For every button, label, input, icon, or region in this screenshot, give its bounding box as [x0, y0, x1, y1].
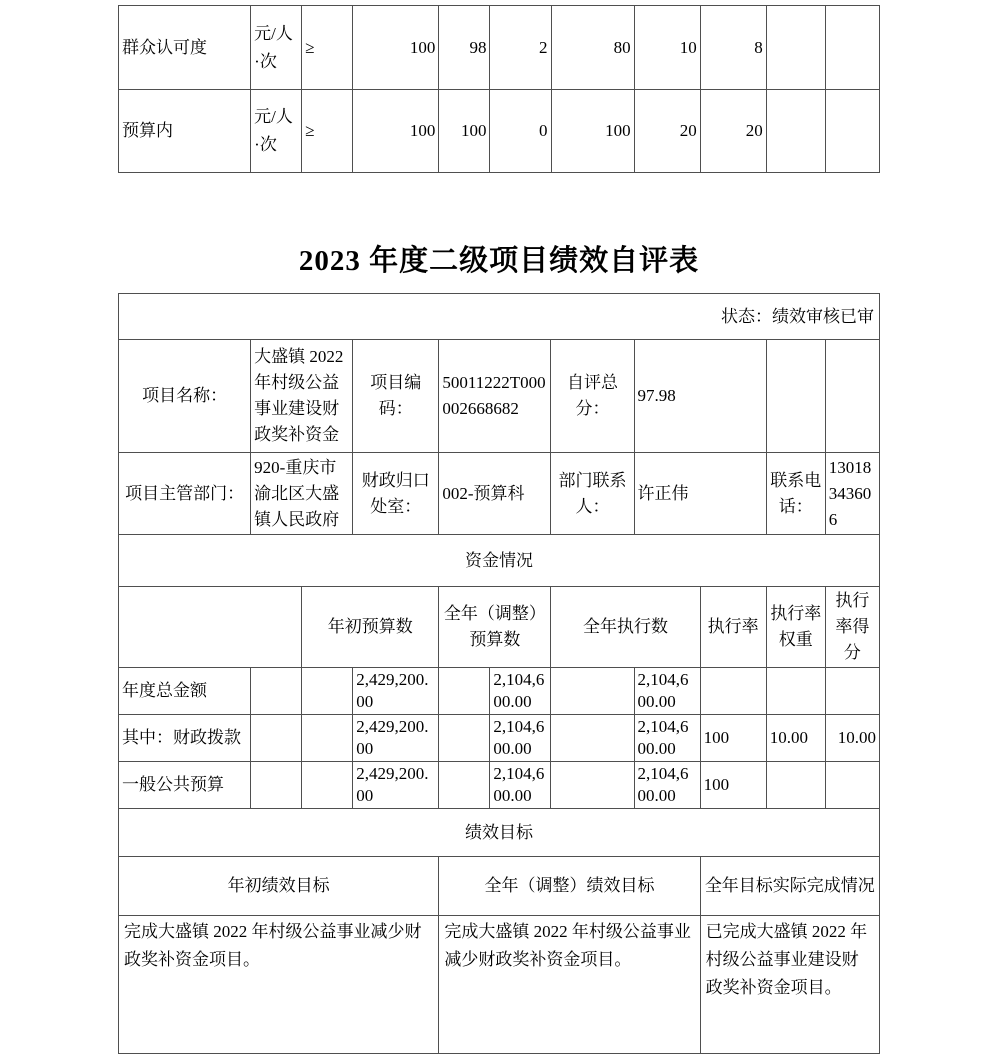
goals-section-title-cell: 绩效目标	[119, 809, 880, 857]
goals-header-row	[119, 857, 880, 916]
empty-cell	[766, 90, 825, 173]
status-badge: 状态：绩效审核已审	[119, 294, 880, 340]
funds-header-execution-rate: 执行率	[700, 587, 766, 668]
goals-header-adjusted: 全年（调整）绩效目标	[439, 857, 700, 916]
indicator-row	[119, 6, 880, 90]
project-name-row	[119, 340, 880, 453]
empty-cell	[119, 587, 302, 668]
execution-rate-cell	[700, 668, 766, 715]
executed-cell: 2,104,600.00	[634, 668, 700, 715]
self-evaluation-table	[118, 293, 880, 1054]
value-cell: 20	[700, 90, 766, 173]
empty-cell	[251, 668, 302, 715]
adjusted-budget-cell: 2,104,600.00	[490, 715, 551, 762]
empty-cell	[302, 668, 353, 715]
funds-header-initial-budget: 年初预算数	[302, 587, 439, 668]
funds-header-rate-score: 执行率得分	[825, 587, 879, 668]
empty-cell	[302, 715, 353, 762]
indicator-row	[119, 90, 880, 173]
goals-content-row	[119, 916, 880, 1054]
empty-cell	[302, 762, 353, 809]
funds-header-adjusted-budget: 全年（调整）预算数	[439, 587, 551, 668]
funds-section-title-cell: 资金情况	[119, 535, 880, 587]
value-cell: 8	[700, 6, 766, 90]
indicator-name-cell: 群众认可度	[119, 6, 251, 90]
rate-weight-cell	[766, 762, 825, 809]
funds-row-public-budget	[119, 762, 880, 809]
value-cell: 100	[439, 90, 490, 173]
initial-budget-cell: 2,429,200.00	[353, 668, 439, 715]
self-score-label-cell: 自评总分：	[551, 340, 634, 453]
indicator-name-cell: 预算内	[119, 90, 251, 173]
funds-section-row	[119, 535, 880, 587]
goals-header-initial: 年初绩效目标	[119, 857, 439, 916]
goals-section-row	[119, 809, 880, 857]
project-name-label-cell: 项目名称：	[119, 340, 251, 453]
adjusted-goal-cell: 完成大盛镇 2022 年村级公益事业减少财政奖补资金项目。	[439, 916, 700, 1054]
executed-cell: 2,104,600.00	[634, 715, 700, 762]
comparison-operator-cell: ≥	[302, 6, 353, 90]
value-cell: 98	[439, 6, 490, 90]
value-cell: 100	[551, 90, 634, 173]
value-cell: 10	[634, 6, 700, 90]
empty-cell	[825, 6, 879, 90]
phone-label-cell: 联系电话：	[766, 453, 825, 535]
initial-budget-cell: 2,429,200.00	[353, 762, 439, 809]
empty-cell	[766, 340, 825, 453]
empty-cell	[551, 668, 634, 715]
contact-label-cell: 部门联系人：	[551, 453, 634, 535]
adjusted-budget-cell: 2,104,600.00	[490, 668, 551, 715]
rate-score-cell	[825, 762, 879, 809]
project-name-cell: 大盛镇 2022 年村级公益事业建设财政奖补资金	[251, 340, 353, 453]
finance-office-label-cell: 财政归口处室：	[353, 453, 439, 535]
goals-header-actual: 全年目标实际完成情况	[700, 857, 879, 916]
empty-cell	[551, 715, 634, 762]
funds-row-label-cell: 年度总金额	[119, 668, 251, 715]
department-row	[119, 453, 880, 535]
initial-budget-cell: 2,429,200.00	[353, 715, 439, 762]
funds-header-row	[119, 587, 880, 668]
empty-cell	[251, 762, 302, 809]
value-cell: 100	[353, 6, 439, 90]
project-code-label-cell: 项目编码：	[353, 340, 439, 453]
execution-rate-cell: 100	[700, 715, 766, 762]
rate-score-cell	[825, 668, 879, 715]
page-title: 2023 年度二级项目绩效自评表	[298, 245, 700, 277]
funds-header-rate-weight: 执行率权重	[766, 587, 825, 668]
execution-rate-cell: 100	[700, 762, 766, 809]
rate-weight-cell	[766, 668, 825, 715]
executed-cell: 2,104,600.00	[634, 762, 700, 809]
initial-goal-cell: 完成大盛镇 2022 年村级公益事业减少财政奖补资金项目。	[119, 916, 439, 1054]
project-code-cell: 50011222T000002668682	[439, 340, 551, 453]
empty-cell	[825, 340, 879, 453]
empty-cell	[251, 715, 302, 762]
rate-weight-cell: 10.00	[766, 715, 825, 762]
dept-label-cell: 项目主管部门：	[119, 453, 251, 535]
funds-row-label-cell: 其中：财政拨款	[119, 715, 251, 762]
empty-cell	[766, 6, 825, 90]
funds-header-executed: 全年执行数	[551, 587, 700, 668]
unit-cell: 元/人·次	[251, 6, 302, 90]
funds-row-fiscal	[119, 715, 880, 762]
value-cell: 100	[353, 90, 439, 173]
finance-office-cell: 002-预算科	[439, 453, 551, 535]
value-cell: 0	[490, 90, 551, 173]
status-row	[119, 294, 880, 340]
value-cell: 20	[634, 90, 700, 173]
value-cell: 2	[490, 6, 551, 90]
contact-cell: 许正伟	[634, 453, 766, 535]
empty-cell	[825, 90, 879, 173]
empty-cell	[439, 715, 490, 762]
phone-cell: 13018343606	[825, 453, 879, 535]
dept-cell: 920-重庆市渝北区大盛镇人民政府	[251, 453, 353, 535]
funds-row-label-cell: 一般公共预算	[119, 762, 251, 809]
value-cell: 80	[551, 6, 634, 90]
self-score-cell: 97.98	[634, 340, 766, 453]
adjusted-budget-cell: 2,104,600.00	[490, 762, 551, 809]
rate-score-cell: 10.00	[825, 715, 879, 762]
comparison-operator-cell: ≥	[302, 90, 353, 173]
empty-cell	[551, 762, 634, 809]
actual-completion-cell: 已完成大盛镇 2022 年村级公益事业建设财政奖补资金项目。	[700, 916, 879, 1054]
funds-row-total	[119, 668, 880, 715]
indicator-score-table	[118, 5, 880, 173]
empty-cell	[439, 762, 490, 809]
unit-cell: 元/人·次	[251, 90, 302, 173]
empty-cell	[439, 668, 490, 715]
